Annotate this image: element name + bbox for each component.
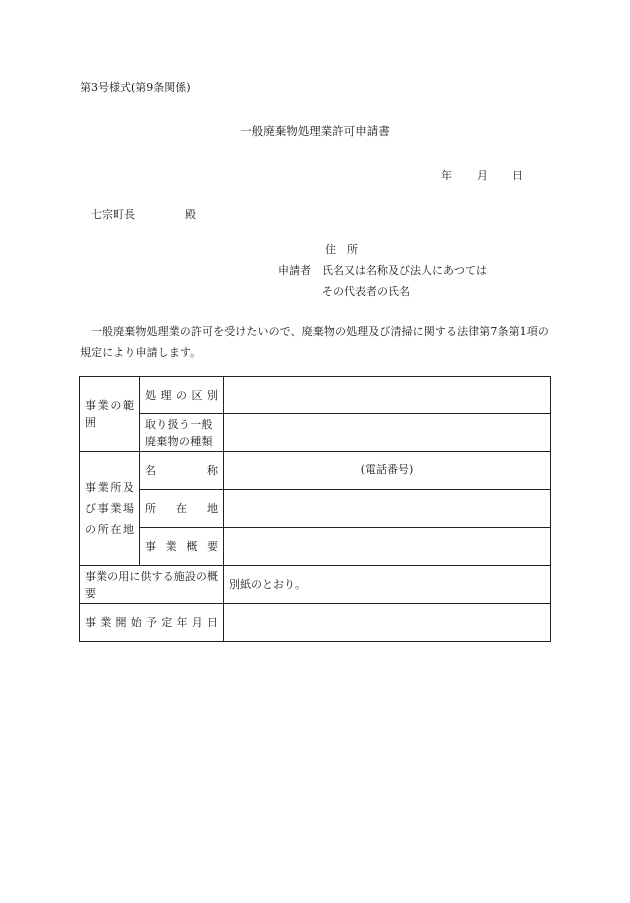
facilities-value: 別紙のとおり。: [224, 566, 551, 604]
facilities-label: 事業の用に供する施設の概要: [80, 566, 224, 604]
date-day-label: 日: [512, 169, 523, 182]
business-overview-value[interactable]: [224, 528, 551, 566]
scope-label: 事業の範囲: [80, 377, 140, 452]
waste-type-label: 取り扱う一般廃棄物の種類: [140, 414, 224, 452]
processing-type-value[interactable]: [224, 377, 551, 414]
business-overview-label: 事業概要: [140, 528, 224, 566]
addressee-honorific: 殿: [185, 208, 196, 221]
applicant-name-label: 氏名又は名称及び法人にあつては: [322, 264, 487, 277]
office-address-label: 所在地: [140, 490, 224, 528]
representative-name-label: その代表者の氏名: [322, 285, 410, 298]
date-year-label: 年: [441, 169, 452, 182]
start-date-label: 事業開始予定年月日: [80, 604, 224, 642]
application-table: [79, 376, 551, 642]
office-location-label: 事業所及び事業場の所在地: [80, 452, 140, 566]
office-phone-label: (電話番号): [224, 452, 551, 490]
start-date-value[interactable]: [224, 604, 551, 642]
office-address-value[interactable]: [224, 490, 551, 528]
application-statement: 一般廃棄物処理業の許可を受けたいので、廃棄物の処理及び清掃に関する法律第7条第1項の規定により申請します。: [80, 325, 549, 359]
form-number-label: 第3号様式(第9条関係): [80, 81, 191, 94]
processing-type-label: 処理の区別: [140, 377, 224, 414]
document-title: 一般廃棄物処理業許可申請書: [240, 124, 390, 138]
addressee-name: 七宗町長: [91, 208, 135, 221]
waste-type-value[interactable]: [224, 414, 551, 452]
office-name-label: 名称: [140, 452, 224, 490]
applicant-address-label: 住所: [325, 243, 369, 256]
applicant-label: 申請者: [278, 264, 311, 277]
date-month-label: 月: [477, 169, 488, 182]
